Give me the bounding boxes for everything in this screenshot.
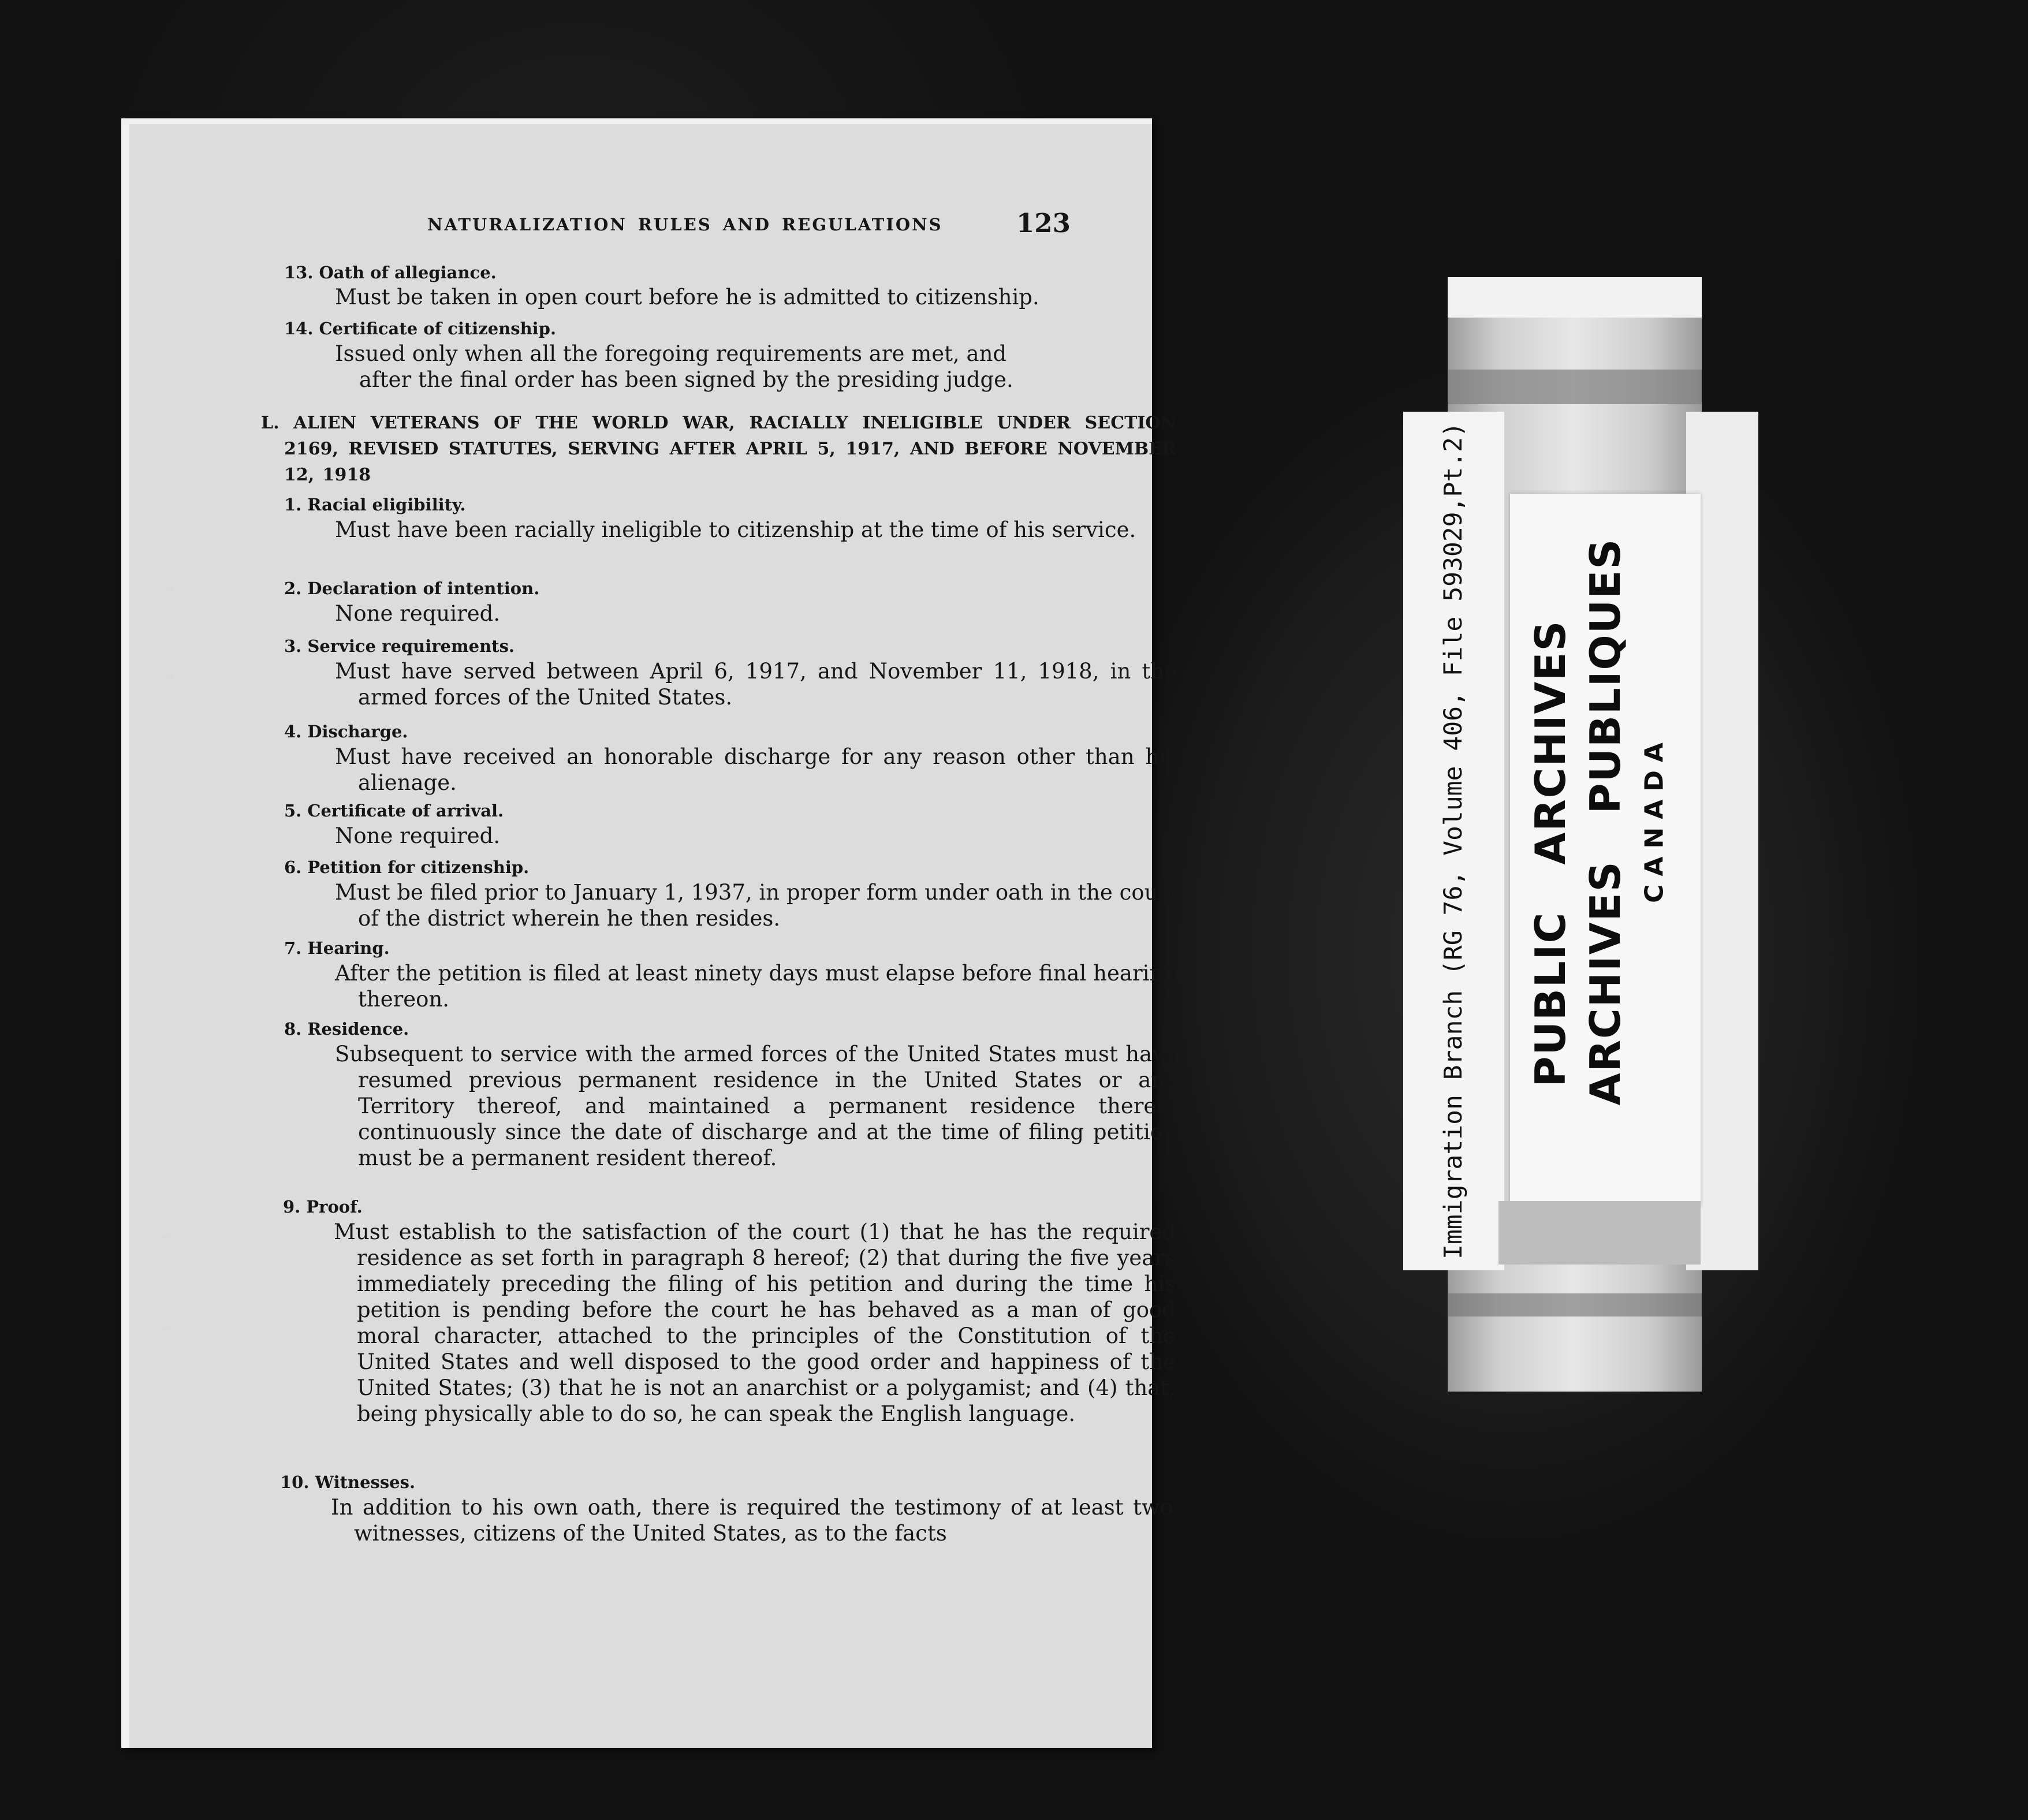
item-text: Must be filed prior to January 1, 1937, in proper form under oath in the court of the district wherein he then resides.	[335, 880, 1177, 931]
page-number: 123	[1016, 208, 1071, 238]
item-text: after the final order has been signed by the presiding judge.	[359, 367, 1013, 392]
margin-mark	[167, 676, 173, 680]
item-heading: 1. Racial eligibility.	[284, 495, 466, 514]
margin-mark	[162, 1327, 167, 1331]
item-heading: 2. Declaration of intention.	[284, 579, 540, 598]
archives-label-french: ARCHIVES PUBLIQUES	[1581, 538, 1630, 1106]
item-heading: 8. Residence.	[284, 1019, 409, 1039]
item-heading: 5. Certificate of arrival.	[284, 801, 504, 821]
running-head: NATURALIZATION RULES AND REGULATIONS	[427, 215, 943, 234]
label-tape	[1448, 1293, 1702, 1316]
item-heading: 14. Certificate of citizenship.	[284, 319, 557, 338]
item-text: Subsequent to service with the armed forces of the United States must have resumed previous permanent residence in the United States or any Territory thereof, and maintained a permanent residence therein continuously since the date of discharge and at the time of filing petition must be a permanent resident thereof.	[335, 1042, 1177, 1170]
item-text: In addition to his own oath, there is required the testimony of at least two witnesses, citizens of the United States, as to the facts	[331, 1495, 1173, 1546]
item-heading: 6. Petition for citizenship.	[284, 857, 530, 877]
item-text: None required.	[335, 601, 501, 626]
archives-label-english: PUBLIC ARCHIVES	[1526, 620, 1575, 1087]
page-edge	[121, 118, 1152, 124]
margin-mark	[167, 588, 173, 592]
item-text: Must be taken in open court before he is admitted to citizenship.	[335, 285, 1039, 309]
item-text: After the petition is filed at least ninety days must elapse before final hearing thereon.	[335, 961, 1177, 1012]
item-text: None required.	[335, 823, 501, 848]
item-heading: 7. Hearing.	[284, 938, 390, 958]
document-page	[121, 118, 1177, 1748]
label-tape	[1448, 370, 1702, 404]
archives-label-country: CANADA	[1639, 734, 1669, 903]
item-text: Must have served between April 6, 1917, and November 11, 1918, in the armed forces of the United States.	[335, 659, 1177, 710]
item-heading: 4. Discharge.	[284, 722, 408, 741]
section-heading: L. ALIEN VETERANS OF THE WORLD WAR, RACIALLY INELIGIBLE UNDER SECTION 2169, REVISED STATUTES, SERVING AFTER APRIL 5, 1917, AND BEFORE NOVEMBER 12, 1918	[261, 413, 1176, 485]
item-heading: 9. Proof.	[283, 1197, 363, 1217]
label-tape	[1448, 277, 1702, 318]
file-reference: Immigration Branch (RG 76, Volume 406, File 593029,Pt.2)	[1439, 422, 1468, 1259]
item-text: Must have been racially ineligible to citizenship at the time of his service.	[335, 517, 1136, 542]
page-edge	[121, 118, 129, 1748]
label-card	[1498, 1201, 1701, 1265]
item-heading: 10. Witnesses.	[280, 1472, 416, 1492]
margin-mark	[162, 1235, 167, 1239]
item-heading: 3. Service requirements.	[284, 636, 515, 656]
item-text: Issued only when all the foregoing requirements are met, and	[335, 341, 1007, 366]
item-text: Must have received an honorable discharge for any reason other than his alienage.	[335, 744, 1177, 795]
item-text: Must establish to the satisfaction of the court (1) that he has the required residence as set forth in paragraph 8 hereof; (2) that during the five years immediately preceding the filing of his petition and during the time his petition is pending before the court he has behaved as a man of good moral character, attached to the principles of the Constitution of the United States and well disposed to the good order and happiness of the United States; (3) that he is not an anarchist or a polygamist; and (4) that, being physically able to do so, he can speak the English language.	[334, 1219, 1176, 1426]
item-heading: 13. Oath of allegiance.	[284, 263, 497, 282]
